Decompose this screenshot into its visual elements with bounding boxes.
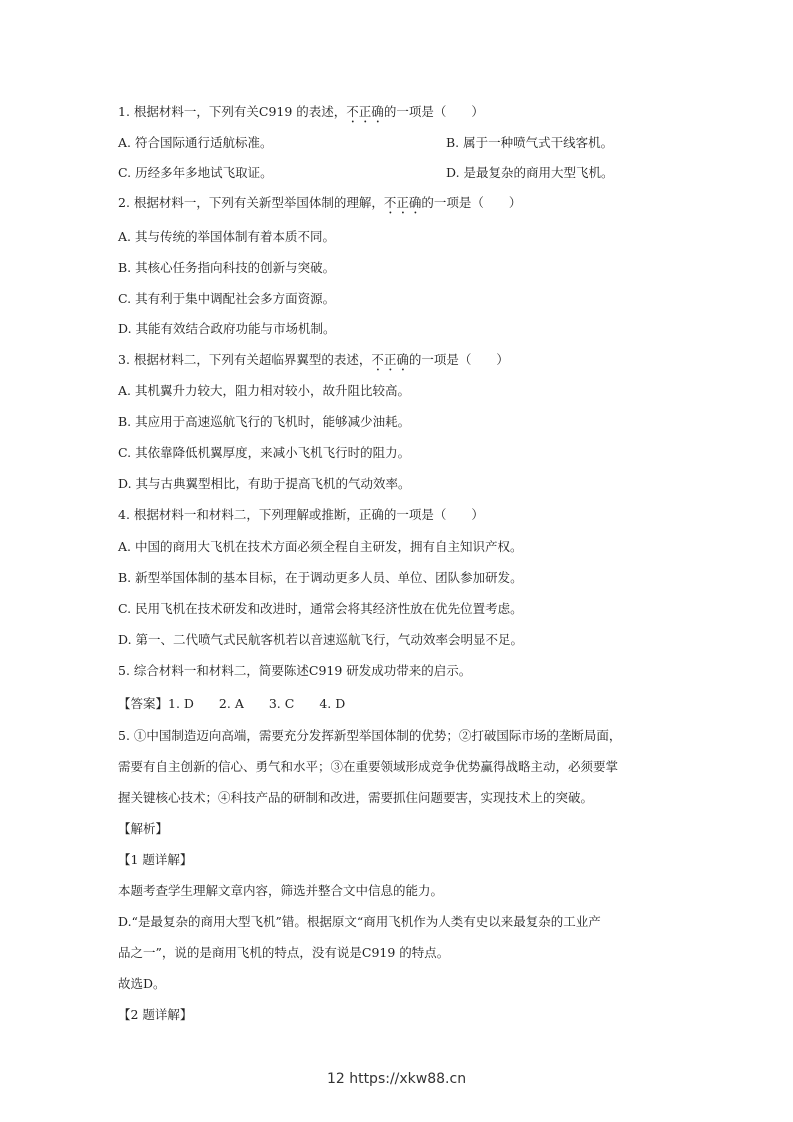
emphasis-text: 不正确 <box>383 195 422 210</box>
answer-line: 【答案】1. D 2. A 3. C 4. D <box>118 696 346 711</box>
question-text: 的一项是（ ） <box>408 352 509 367</box>
option-a: A. 符合国际通行适航标准。 <box>118 135 273 150</box>
option-a: A. 其机翼升力较大，阻力相对较小，故升阻比较高。 <box>118 383 410 398</box>
option-d: D. 其与古典翼型相比，有助于提高飞机的气动效率。 <box>118 476 411 491</box>
option-c: C. 其依靠降低机翼厚度，来减小飞机飞行时的阻力。 <box>118 445 411 460</box>
option-c: C. 其有利于集中调配社会多方面资源。 <box>118 291 336 306</box>
page-footer: 12 https://xkw88.cn <box>326 1071 467 1087</box>
question-3 <box>118 352 509 374</box>
option-b: B. 属于一种喷气式干线客机。 <box>446 135 614 150</box>
question-1 <box>118 104 484 126</box>
answer-5-line: 握关键核心技术；④科技产品的研制和改进，需要抓住问题要害，实现技术上的突破。 <box>118 790 594 805</box>
option-b: B. 其应用于高速巡航飞行的飞机时，能够减少油耗。 <box>118 414 411 429</box>
option-d: D. 是最复杂的商用大型飞机。 <box>446 165 614 180</box>
analysis-heading: 【解析】 <box>118 821 169 836</box>
question-text: 1. 根据材料一，下列有关C919 的表述， <box>118 104 347 119</box>
analysis-line: 品之一”，说的是商用飞机的特点，没有说是C919 的特点。 <box>118 945 450 960</box>
question-2 <box>118 195 521 217</box>
option-a: A. 其与传统的举国体制有着本质不同。 <box>118 229 335 244</box>
question-text: 的一项是（ ） <box>383 104 484 119</box>
emphasis-text: 不正确 <box>346 104 384 119</box>
question-text: 2. 根据材料一，下列有关新型举国体制的理解， <box>118 195 384 210</box>
option-c: C. 民用飞机在技术研发和改进时，通常会将其经济性放在优先位置考虑。 <box>118 601 523 616</box>
question-text: 的一项是（ ） <box>421 195 522 210</box>
option-d: D. 其能有效结合政府功能与市场机制。 <box>118 321 336 336</box>
option-b: B. 新型举国体制的基本目标，在于调动更多人员、单位、团队参加研发。 <box>118 570 523 585</box>
q1-detail-heading: 【1 题详解】 <box>118 852 193 867</box>
q2-detail-heading: 【2 题详解】 <box>118 1007 193 1022</box>
option-c: C. 历经多年多地试飞取证。 <box>118 165 273 180</box>
emphasis-text: 不正确 <box>371 352 409 367</box>
analysis-line: D.“是最复杂的商用大型飞机”错。根据原文“商用飞机作为人类有史以来最复杂的工业产 <box>118 914 601 929</box>
question-5: 5. 综合材料一和材料二，简要陈述C919 研发成功带来的启示。 <box>118 663 472 678</box>
question-4: 4. 根据材料一和材料二，下列理解或推断，正确的一项是（ ） <box>118 507 484 522</box>
answer-5-line: 5. ①中国制造迈向高端，需要充分发挥新型举国体制的优势；②打破国际市场的垄断局面， <box>118 728 622 743</box>
option-d: D. 第一、二代喷气式民航客机若以音速巡航飞行，气动效率会明显不足。 <box>118 632 524 647</box>
analysis-line: 故选D。 <box>118 976 166 991</box>
question-text: 3. 根据材料二，下列有关超临界翼型的表述， <box>118 352 372 367</box>
option-b: B. 其核心任务指向科技的创新与突破。 <box>118 260 336 275</box>
answer-5-line: 需要有自主创新的信心、勇气和水平；③在重要领域形成竞争优势赢得战略主动，必须要掌 <box>118 759 619 774</box>
analysis-line: 本题考查学生理解文章内容，筛选并整合文中信息的能力。 <box>118 883 444 898</box>
option-a: A. 中国的商用大飞机在技术方面必须全程自主研发，拥有自主知识产权。 <box>118 539 523 554</box>
